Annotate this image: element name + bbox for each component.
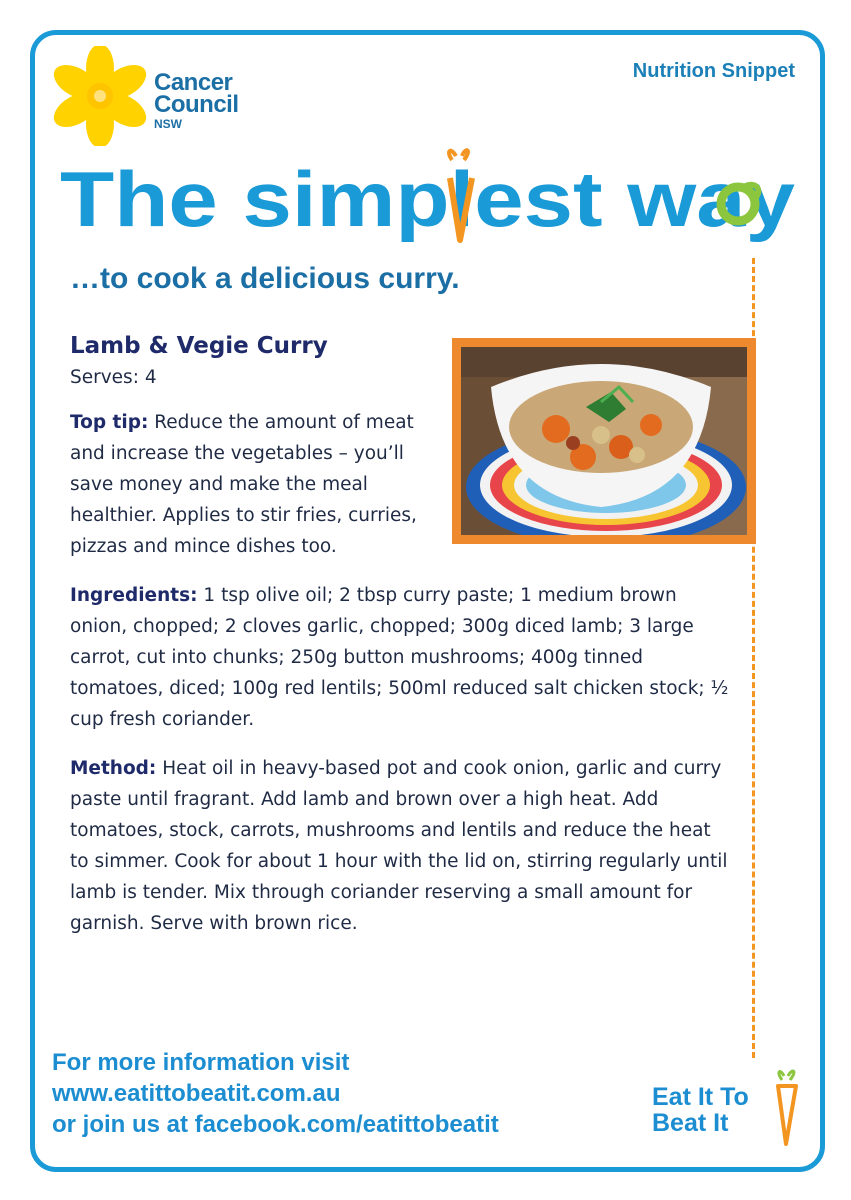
logo-line-cancer: Cancer xyxy=(154,69,233,96)
serves-text: Serves: 4 xyxy=(70,367,157,388)
recipe-title: Lamb & Vegie Curry xyxy=(70,333,328,359)
logo-line-council: Council xyxy=(154,91,239,118)
website-link[interactable]: www.eatittobeatit.com.au xyxy=(52,1080,341,1107)
method-section xyxy=(70,753,735,939)
daffodil-icon xyxy=(52,46,152,146)
footer-line-info: For more information visit xyxy=(52,1049,350,1076)
page-title xyxy=(58,148,808,248)
curry-photo-frame xyxy=(452,338,756,544)
eat-it-to-beat-it-logo xyxy=(652,1068,802,1148)
ingredients-text: 1 tsp olive oil; 2 tbsp curry paste; 1 medium brown onion, chopped; 2 cloves garlic, chopped; 300g diced lamb; 3 large carrot, cut into chunks; 250g button mushrooms; 400g tinned tomatoes, diced; 100g red lentils; 500ml reduced salt chicken stock; ½ cup fresh coriander. xyxy=(70,585,729,730)
headline-text: The simplest way xyxy=(60,155,795,243)
top-tip-text: Reduce the amount of meat and increase the vegetables – you’ll save money and make the meal healthier. Applies to stir fries, curries, pizzas and mince dishes too. xyxy=(70,412,417,557)
ingredients-label: Ingredients: xyxy=(70,585,198,606)
top-tip xyxy=(70,407,445,562)
eat-logo-line2: Beat It xyxy=(652,1109,729,1137)
facebook-link[interactable]: or join us at facebook.com/eatittobeatit xyxy=(52,1111,499,1138)
cancer-council-logo xyxy=(52,46,272,146)
footer-info xyxy=(52,1047,499,1140)
ingredients-section xyxy=(70,580,735,735)
logo-text xyxy=(154,69,239,131)
carrot-icon xyxy=(770,1068,804,1148)
top-tip-label: Top tip: xyxy=(70,412,149,433)
curry-photo xyxy=(461,347,747,535)
method-text: Heat oil in heavy-based pot and cook onion, garlic and curry paste until fragrant. Add lamb and brown over a high heat. Add tomatoes, stock, carrots, mushrooms and lentils and reduce the heat to simmer. Cook for about 1 hour with the lid on, stirring regularly until lamb is tender. Mix through coriander reserving a small amount for garnish. Serve with brown rice. xyxy=(70,758,728,934)
eat-logo-line1: Eat It To xyxy=(652,1083,749,1111)
page-subtitle: …to cook a delicious curry. xyxy=(70,262,460,295)
method-label: Method: xyxy=(70,758,157,779)
logo-line-nsw: NSW xyxy=(154,117,182,131)
nutrition-snippet-label: Nutrition Snippet xyxy=(632,60,795,82)
